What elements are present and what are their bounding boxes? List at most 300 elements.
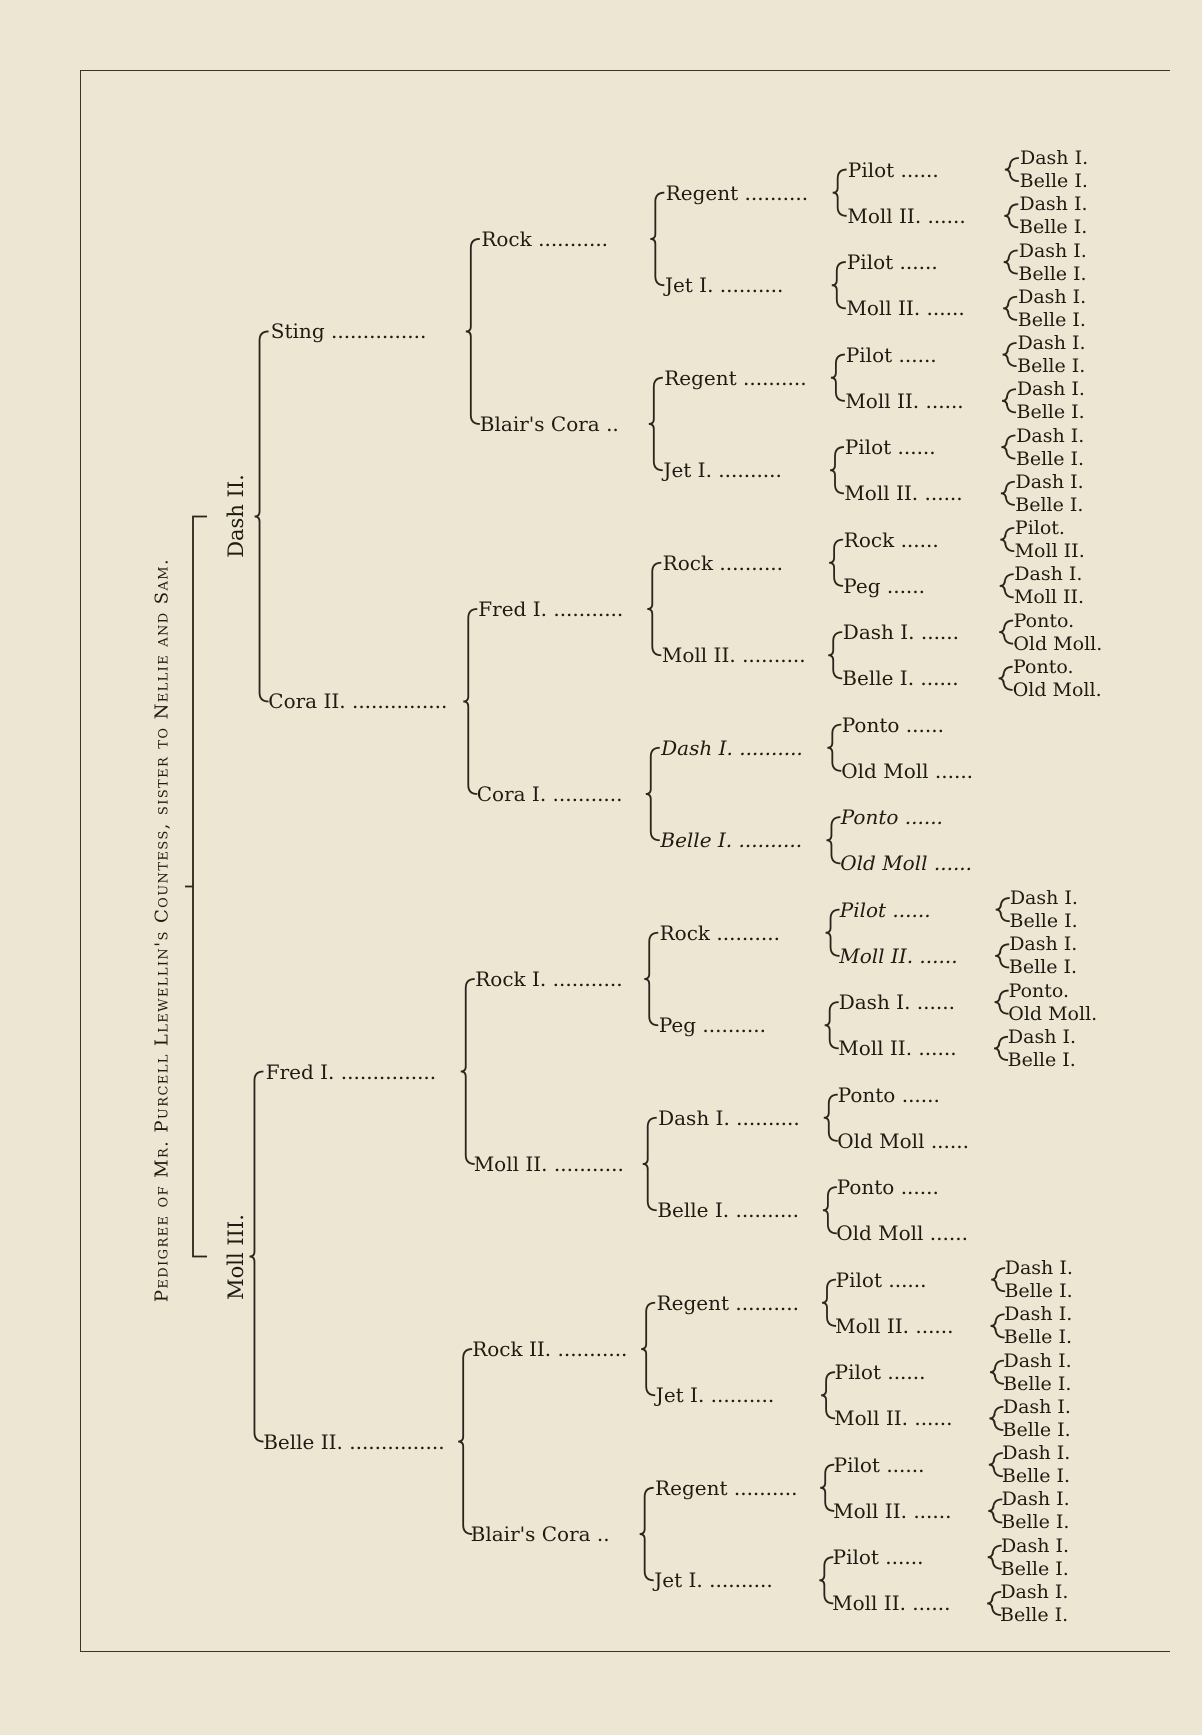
pedigree-bracket (461, 979, 475, 1164)
pedigree-bracket (828, 632, 842, 678)
pedigree-bracket (989, 1407, 1003, 1430)
ancestor-name: Blair's Cora (479, 411, 600, 436)
ancestor-name: Moll II. (847, 203, 922, 228)
pedigree-bracket (999, 621, 1013, 644)
ancestor-name: Moll II. (1013, 586, 1085, 609)
pedigree-bracket (988, 1546, 1002, 1569)
leader-dots: ........... (546, 967, 623, 991)
ancestor-dash-i (1020, 148, 1088, 168)
pedigree-bracket (830, 447, 844, 493)
leader-dots: ........... (546, 596, 624, 621)
leader-dots: ........... (551, 1337, 628, 1362)
leader-dots: .......... (713, 273, 784, 298)
ancestor-name: Belle I. (1001, 1465, 1071, 1488)
ancestor-pilot (832, 1545, 924, 1570)
ancestor-name: Ponto. (1008, 979, 1070, 1002)
ancestor-belle-i (1017, 402, 1085, 422)
ancestor-name: Regent (665, 180, 739, 205)
ancestor-dash-i (1009, 934, 1077, 954)
leader-dots: ...... (909, 1313, 954, 1338)
ancestor-name: Regent (656, 1290, 730, 1315)
pedigree-bracket (1004, 204, 1018, 227)
pedigree-bracket (458, 1349, 472, 1534)
ancestor-name: Old Moll. (1013, 632, 1103, 655)
leader-dots: .......... (735, 643, 806, 668)
parent-dash-ii: Dash II. (224, 474, 248, 559)
ancestor-belle-i (1015, 495, 1083, 515)
ancestor-dash-i (1002, 1443, 1070, 1463)
ancestor-name: Pilot (847, 157, 895, 182)
leader-dots: .. (599, 411, 619, 436)
ancestor-name: Belle I. (1008, 956, 1078, 979)
pedigree-bracket (821, 1372, 835, 1418)
ancestor-belle-i (842, 666, 959, 691)
ancestor-moll-ii (838, 1036, 957, 1061)
pedigree-bracket (249, 1072, 263, 1442)
ancestor-belle-i (1003, 1374, 1071, 1394)
pedigree-bracket (466, 239, 480, 424)
ancestor-name: Dash I. (1002, 1442, 1071, 1465)
pedigree-bracket (827, 725, 841, 771)
ancestor-name: Belle I. (1017, 308, 1086, 331)
ancestor-blair-s-cora (470, 1522, 610, 1547)
leader-dots: .......... (736, 365, 807, 390)
ancestor-dash-i (1008, 1027, 1076, 1047)
pedigree-bracket (255, 331, 269, 701)
ancestor-fred-i (265, 1059, 437, 1084)
leader-dots: ...... (924, 1128, 969, 1153)
leader-dots: .......... (713, 550, 784, 575)
ancestor-name: Pilot (833, 1452, 880, 1477)
parent-moll-iii: Moll III. (224, 1213, 248, 1300)
leader-dots: .. (590, 1522, 610, 1547)
ancestor-belle-i (1001, 1559, 1069, 1579)
ancestor-moll-ii (1015, 541, 1085, 561)
ancestor-ponto (1013, 657, 1073, 677)
ancestor-name: Dash I. (842, 620, 915, 645)
ancestor-dash-i (1016, 426, 1084, 446)
pedigree-bracket (999, 667, 1013, 690)
ancestor-name: Belle I. (842, 666, 915, 691)
ancestor-dash-i (1019, 241, 1087, 261)
ancestor-name: Jet I. (655, 1383, 705, 1408)
ancestor-dash-i (1002, 1489, 1070, 1509)
leader-dots: ...... (906, 1498, 952, 1523)
ancestor-name: Dash I. (1000, 1534, 1070, 1557)
ancestor-jet-i (655, 1383, 775, 1408)
ancestor-regent (665, 180, 809, 205)
pedigree-bracket (996, 898, 1010, 921)
ancestor-blair-s-cora (479, 411, 619, 436)
leader-dots: ...... (914, 666, 959, 691)
ancestor-regent (656, 1290, 799, 1315)
ancestor-dash-i (1017, 333, 1085, 353)
ancestor-name: Fred I. (265, 1059, 335, 1084)
ancestor-name: Regent (655, 1475, 728, 1500)
ancestor-dash-i (1017, 379, 1085, 399)
ancestor-name: Ponto (840, 805, 899, 830)
pedigree-bracket (994, 1037, 1008, 1060)
ancestor-belle-i (1008, 1050, 1076, 1070)
ancestor-jet-i (654, 1568, 773, 1593)
leader-dots: ...... (895, 1082, 940, 1107)
ancestor-pilot (834, 1360, 926, 1385)
ancestor-name: Ponto (841, 712, 900, 737)
pedigree-bracket (1004, 251, 1018, 274)
ancestor-name: Belle I. (1000, 1604, 1069, 1626)
ancestor-belle-i (1001, 1512, 1069, 1532)
ancestor-belle-i (1018, 264, 1086, 284)
pedigree-bracket (832, 262, 846, 308)
ancestor-name: Belle I. (1007, 1048, 1076, 1071)
ancestor-name: Dash I. (1020, 147, 1089, 169)
ancestor-pilot (1015, 518, 1065, 538)
ancestor-moll-ii (846, 296, 965, 321)
leader-dots: ...... (905, 1591, 951, 1616)
ancestor-name: Belle I. (1003, 1326, 1072, 1349)
leader-dots: ...... (894, 157, 939, 182)
ancestor-name: Jet I. (664, 273, 714, 298)
pedigree-bracket (1000, 574, 1014, 597)
pedigree-bracket (644, 933, 658, 1026)
ancestor-dash-i (1018, 287, 1086, 307)
ancestor-belle-i (1010, 911, 1078, 931)
ancestor-name: Ponto. (1013, 655, 1074, 678)
ancestor-name: Dash I. (1004, 1303, 1073, 1326)
ancestor-name: Dash I. (1018, 239, 1087, 262)
leader-dots: ...... (914, 620, 960, 645)
pedigree-bracket (1000, 528, 1014, 551)
ancestor-name: Belle II. (263, 1429, 343, 1454)
ancestor-rock (662, 550, 784, 575)
leader-dots: .......... (732, 828, 803, 853)
ancestor-belle-i (657, 1198, 800, 1223)
leader-dots: ...... (879, 1452, 925, 1477)
ancestor-sting (270, 319, 427, 344)
ancestor-belle-i (1002, 1466, 1070, 1486)
ancestor-name: Dash I. (661, 735, 733, 760)
leader-dots: .......... (729, 1198, 800, 1223)
ancestor-name: Belle I. (1003, 1372, 1072, 1395)
leader-dots: .......... (711, 458, 782, 483)
leader-dots: ...... (912, 1036, 957, 1061)
ancestor-regent (655, 1475, 798, 1500)
pedigree-bracket (990, 1361, 1004, 1384)
pedigree-bracket (825, 1002, 839, 1048)
ancestor-name: Moll II. (832, 1591, 906, 1616)
ancestor-dash-i (1019, 194, 1087, 214)
ancestor-name: Belle I. (1000, 1557, 1069, 1580)
leader-dots: ...... (880, 573, 926, 598)
leader-dots: ...... (891, 435, 936, 460)
ancestor-name: Belle I. (1002, 1418, 1071, 1441)
ancestor-name: Regent (664, 365, 737, 390)
ancestor-belle-i (660, 828, 803, 853)
ancestor-name: Belle I. (1018, 262, 1087, 285)
ancestor-dash-i (658, 1105, 800, 1130)
ancestor-pilot (833, 1452, 925, 1477)
ancestor-dash-i (842, 620, 960, 645)
ancestor-name: Old Moll (841, 758, 929, 783)
ancestor-name: Moll II. (845, 388, 920, 413)
ancestor-name: Moll II. (839, 943, 914, 968)
ancestor-pilot (845, 342, 937, 367)
ancestor-name: Moll II. (834, 1406, 908, 1431)
ancestor-ponto (840, 805, 943, 830)
pedigree-bracket (646, 748, 660, 841)
ancestor-name: Moll II. (838, 1036, 913, 1061)
leader-dots: ........... (546, 781, 623, 806)
ancestor-name: Moll II. (835, 1313, 909, 1338)
ancestor-name: Pilot. (1014, 517, 1065, 540)
ancestor-jet-i (664, 273, 784, 298)
pedigree-bracket (826, 817, 840, 863)
ancestor-name: Dash I. (1014, 563, 1083, 586)
ancestor-name: Belle I. (1004, 1280, 1073, 1303)
pedigree-bracket (995, 944, 1009, 967)
ancestor-name: Pilot (839, 897, 887, 922)
ancestor-name: Dash I. (1017, 332, 1086, 355)
ancestor-name: Dash I. (1003, 1349, 1072, 1372)
ancestor-name: Rock (481, 226, 532, 251)
ancestor-rock (481, 226, 609, 251)
ancestor-name: Moll II. (661, 643, 736, 668)
ancestor-dash-i (1003, 1397, 1071, 1417)
pedigree-bracket (463, 609, 477, 794)
ancestor-name: Fred I. (478, 596, 547, 621)
ancestor-ponto (841, 712, 944, 737)
ancestor-ponto (1014, 611, 1074, 631)
ancestor-pilot (839, 897, 931, 922)
ancestor-name: Dash I. (1016, 424, 1085, 447)
ancestor-name: Rock I. (475, 967, 547, 991)
ancestor-pilot (844, 435, 936, 460)
ancestor-moll-ii (473, 1152, 624, 1177)
ancestor-moll-ii (834, 1406, 953, 1431)
ancestor-belle-i (1004, 1327, 1072, 1347)
ancestor-name: Belle I. (1009, 910, 1078, 933)
leader-dots: .......... (702, 1568, 773, 1593)
ancestor-name: Dash I. (1007, 1025, 1077, 1048)
pedigree-bracket (647, 563, 661, 656)
ancestor-moll-ii (832, 1591, 951, 1616)
ancestor-old-moll (1013, 634, 1102, 654)
ancestor-moll-ii (839, 943, 958, 968)
pedigree-bracket (826, 910, 840, 956)
pedigree-bracket (643, 1118, 657, 1211)
leader-dots: .......... (729, 1105, 800, 1130)
leader-dots: ...... (913, 943, 958, 968)
ancestor-dash-i (1001, 1536, 1069, 1556)
pedigree-bracket (831, 355, 845, 401)
ancestor-belle-i (1004, 1281, 1072, 1301)
pedigree-bracket (829, 540, 843, 586)
ancestor-rock (659, 920, 780, 945)
pedigree-bracket (1001, 436, 1015, 459)
ancestor-name: Dash I. (1000, 1580, 1069, 1603)
leader-dots: ...... (910, 990, 955, 1015)
ancestor-name: Belle I. (1001, 1511, 1070, 1534)
ancestor-belle-ii (263, 1429, 445, 1454)
pedigree-bracket (824, 1095, 838, 1141)
leader-dots: ...... (919, 388, 964, 413)
ancestor-belle-i (1018, 310, 1086, 330)
leader-dots: ...... (898, 805, 943, 830)
leader-dots: ............... (345, 689, 448, 714)
ancestor-name: Ponto (836, 1175, 895, 1200)
ancestor-name: Peg (658, 1013, 697, 1038)
leader-dots: ...... (899, 712, 944, 737)
ancestor-name: Moll II. (833, 1498, 907, 1523)
leader-dots: ...... (907, 1406, 953, 1431)
ancestor-name: Jet I. (663, 458, 712, 483)
ancestor-name: Belle I. (1015, 493, 1084, 516)
ancestor-pilot (835, 1267, 927, 1292)
ancestor-dash-i (838, 990, 955, 1015)
leader-dots: .......... (732, 735, 803, 760)
ancestor-name: Jet I. (654, 1568, 703, 1593)
leader-dots: .......... (704, 1383, 775, 1408)
ancestor-belle-i (1020, 171, 1088, 191)
ancestor-name: Pilot (834, 1360, 881, 1385)
ancestor-old-moll (836, 1221, 968, 1246)
leader-dots: .......... (727, 1475, 798, 1500)
ancestor-name: Rock (659, 920, 711, 945)
page-title: Pedigree of Mr. Purcell Llewellin's Countess, sister to Nellie and Sam. (151, 557, 173, 1303)
ancestor-name: Old Moll (837, 1128, 925, 1153)
ancestor-dash-i (1005, 1258, 1073, 1278)
ancestor-belle-i (1017, 356, 1085, 376)
ancestor-moll-ii (845, 388, 964, 413)
ancestor-ponto (837, 1082, 940, 1107)
ancestor-name: Old Moll (840, 851, 928, 876)
leader-dots: ........... (531, 226, 609, 251)
ancestor-name: Peg (843, 573, 881, 598)
leader-dots: ...... (886, 897, 931, 922)
pedigree-bracket (1001, 482, 1015, 505)
ancestor-dash-i (1010, 888, 1078, 908)
ancestor-dash-i (1000, 1582, 1068, 1602)
ancestor-pilot (847, 157, 939, 182)
leader-dots: ...... (894, 1175, 939, 1200)
pedigree-bracket (1002, 389, 1016, 412)
leader-dots: ...... (894, 527, 939, 552)
ancestor-name: Dash I. (838, 990, 911, 1015)
ancestor-moll-ii (835, 1313, 954, 1338)
root-bracket (185, 516, 207, 1256)
ancestor-cora-i (476, 781, 623, 806)
ancestor-name: Old Moll (836, 1221, 924, 1246)
ancestor-name: Rock II. (472, 1337, 552, 1362)
ancestor-name: Dash I. (658, 1105, 730, 1130)
ancestor-belle-i (1003, 1420, 1071, 1440)
leader-dots: ...... (927, 851, 973, 876)
ancestor-name: Moll II. (844, 481, 919, 506)
ancestor-dash-i (1003, 1351, 1071, 1371)
ancestor-old-moll (840, 851, 973, 876)
pedigree-bracket (823, 1187, 837, 1233)
leader-dots: ...... (893, 250, 938, 275)
ancestor-rock (843, 527, 939, 552)
pedigree-bracket (649, 378, 663, 471)
leader-dots: ...... (923, 1221, 968, 1246)
ancestor-jet-i (663, 458, 782, 483)
ancestor-moll-ii (661, 643, 806, 668)
leader-dots: ...... (880, 1360, 926, 1385)
ancestor-name: Dash I. (1004, 1257, 1073, 1280)
ancestor-old-moll (1008, 1004, 1097, 1024)
ancestor-ponto (836, 1175, 939, 1200)
pedigree-bracket (991, 1268, 1005, 1291)
ancestor-old-moll (837, 1128, 969, 1153)
ancestor-belle-i (1009, 957, 1077, 977)
ancestor-rock-i (475, 969, 622, 989)
pedigree-bracket (989, 1453, 1003, 1476)
ancestor-ponto (1009, 981, 1069, 1001)
ancestor-cora-ii (268, 689, 448, 714)
leader-dots: ............... (324, 319, 427, 344)
pedigree-bracket (822, 1280, 836, 1326)
ancestor-name: Dash I. (1019, 193, 1088, 216)
ancestor-name: Rock (843, 527, 895, 552)
ancestor-name: Belle I. (660, 828, 733, 853)
leader-dots: .......... (729, 1290, 799, 1315)
ancestor-name: Dash I. (1009, 933, 1078, 956)
ancestor-name: Belle I. (1019, 170, 1088, 193)
ancestor-name: Pilot (845, 342, 893, 367)
ancestor-belle-i (1000, 1605, 1068, 1625)
leader-dots: ...... (921, 203, 966, 228)
ancestor-name: Old Moll. (1012, 678, 1102, 701)
ancestor-moll-ii (847, 203, 966, 228)
ancestor-dash-i (1014, 564, 1082, 584)
ancestor-dash-i (1016, 472, 1084, 492)
ancestor-name: Dash I. (1018, 285, 1087, 308)
leader-dots: ...... (882, 1267, 927, 1292)
ancestor-name: Old Moll. (1008, 1002, 1098, 1025)
pedigree-bracket (1003, 297, 1017, 320)
pedigree-bracket (833, 170, 847, 216)
leader-dots: ...... (920, 296, 965, 321)
leader-dots: ...... (892, 342, 937, 367)
ancestor-name: Cora I. (476, 781, 547, 806)
ancestor-pilot (846, 250, 938, 275)
ancestor-name: Pilot (844, 435, 892, 460)
leader-dots: ........... (547, 1152, 624, 1177)
ancestor-name: Ponto (837, 1082, 896, 1107)
pedigree-bracket (650, 193, 664, 286)
ancestor-name: Moll II. (846, 296, 921, 321)
ancestor-name: Blair's Cora (470, 1522, 591, 1547)
ancestor-belle-i (1019, 217, 1087, 237)
ancestor-name: Moll II. (1014, 540, 1085, 563)
ancestor-moll-ii (844, 481, 963, 506)
ancestor-fred-i (478, 596, 624, 621)
ancestor-moll-ii (1014, 587, 1084, 607)
ancestor-old-moll (841, 758, 974, 783)
pedigree-bracket (995, 991, 1009, 1014)
ancestor-name: Ponto. (1013, 609, 1075, 632)
leader-dots: ...... (928, 758, 974, 783)
ancestor-name: Belle I. (1017, 355, 1086, 378)
ancestor-name: Belle I. (1015, 447, 1085, 470)
ancestor-name: Belle I. (1019, 216, 1088, 239)
ancestor-regent (664, 365, 807, 390)
pedigree-bracket (1003, 343, 1017, 366)
pedigree-bracket (991, 1314, 1005, 1337)
ancestor-name: Dash I. (1009, 887, 1078, 910)
leader-dots: .......... (696, 1013, 766, 1038)
